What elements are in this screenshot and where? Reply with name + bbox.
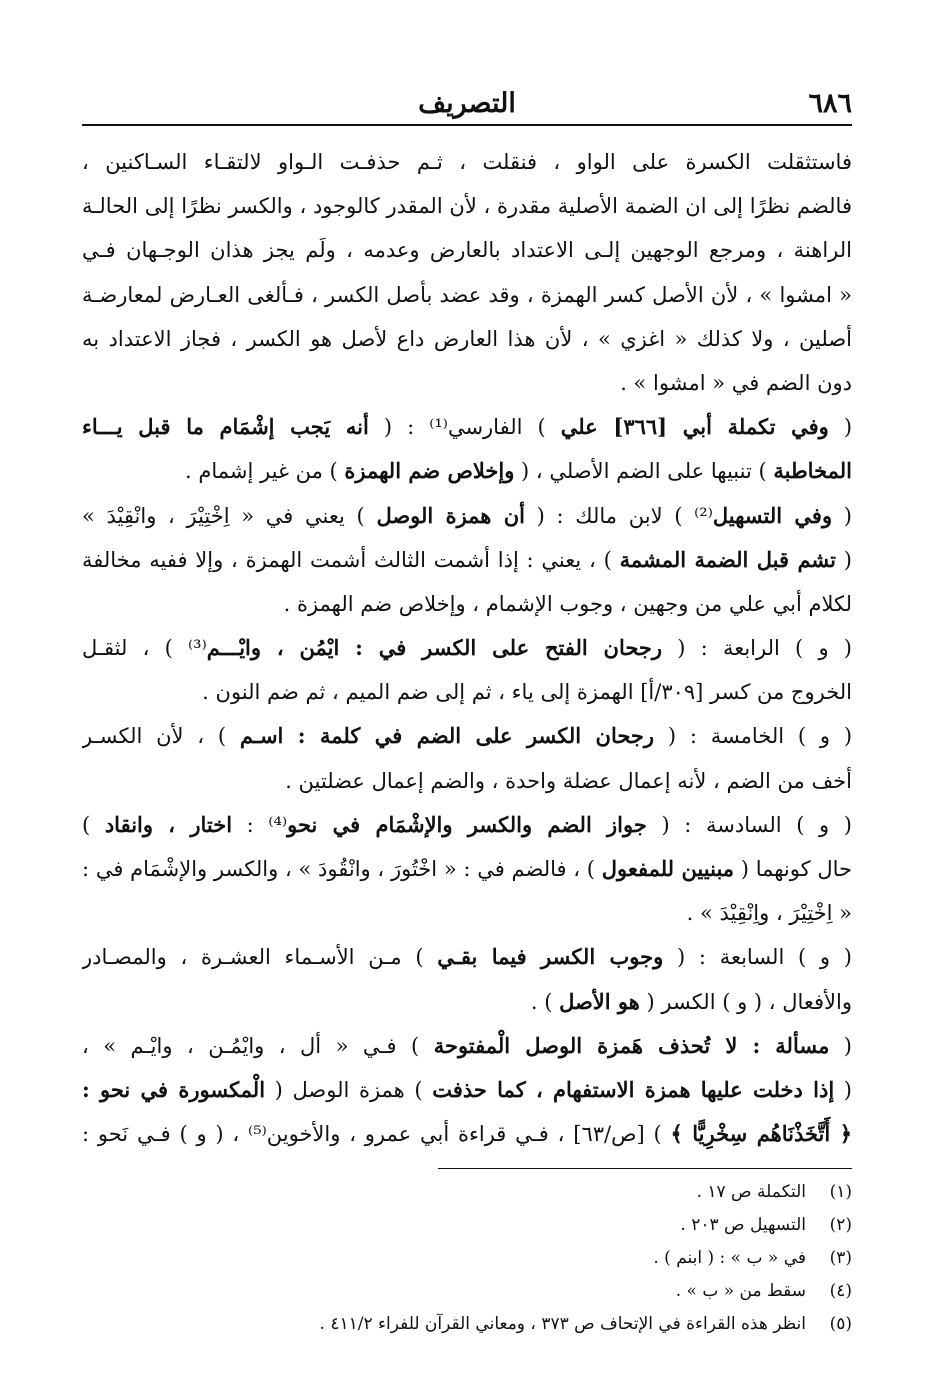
text-line bbox=[82, 891, 852, 935]
text-line bbox=[82, 582, 852, 626]
text-segment: ) مـن الأسـماء العشـرة ، والمصـادر bbox=[82, 945, 438, 970]
text-line bbox=[82, 803, 852, 847]
bold-segment: جواز الضم والكسر والإشْمَام في نحو bbox=[287, 811, 647, 837]
text-segment: ) يعني في « اِخْتِيْرَ ، وانْقِيْدَ » bbox=[82, 503, 377, 528]
footnote-text: في « ب » : ( ابنم ) . bbox=[653, 1248, 806, 1268]
text-line bbox=[82, 273, 852, 317]
footnote-number: (٤) bbox=[829, 1281, 852, 1301]
text-segment: ) من غير إشمام . bbox=[185, 459, 345, 484]
text-line bbox=[82, 670, 852, 714]
text-line bbox=[82, 847, 852, 891]
bold-segment: أن همزة الوصل bbox=[376, 502, 525, 528]
bold-segment: المخاطبة bbox=[773, 458, 852, 484]
text-segment: ) فـي « أل ، وايْمُـن ، وايْـم » ، bbox=[82, 1033, 434, 1058]
text-segment: ⁽²⁾ ) لابن مالك : ( bbox=[524, 503, 713, 528]
text-line bbox=[82, 494, 852, 538]
text-segment: ) ، لأن الكسـر bbox=[82, 724, 240, 749]
text-segment: ( bbox=[836, 547, 852, 572]
header-rule bbox=[82, 124, 852, 126]
footnote-text: التكملة ص ١٧ . bbox=[696, 1182, 806, 1202]
text-segment: ( bbox=[829, 1033, 852, 1058]
text-segment: الراهنة ، ومرجع الوجهين إلـى الاعتداد بالعارض وعدمه ، ولَم يجز هذان الوجـهان فـي bbox=[82, 238, 852, 263]
text-line bbox=[82, 1068, 852, 1112]
text-segment: أصلين ، ولا كذلك « اغزي » ، لأن هذا العارض داع لأصل هو الكسر ، فجاز الاعتداد به bbox=[82, 326, 852, 351]
text-line bbox=[82, 538, 852, 582]
text-line bbox=[82, 935, 852, 979]
text-line bbox=[82, 759, 852, 803]
text-line bbox=[82, 140, 852, 184]
bold-segment: ﴿ أَتَّخَذْنَاهُم سِخْرِيًّا ﴾ bbox=[670, 1121, 852, 1147]
text-segment: ( bbox=[828, 415, 852, 440]
text-segment: ⁽⁴⁾ : bbox=[232, 812, 288, 837]
bold-segment: وجوب الكسر فيما بقـي bbox=[437, 944, 664, 970]
footnote-text: التسهيل ص ٢٠٣ . bbox=[680, 1215, 806, 1235]
text-segment: حال كونهما ( bbox=[734, 857, 852, 881]
footnote-text: سقط من « ب » . bbox=[675, 1281, 806, 1301]
bold-segment: الْمكسورة في نحو : bbox=[82, 1076, 266, 1102]
text-line bbox=[82, 361, 852, 405]
text-line bbox=[82, 626, 852, 670]
bold-segment: رجحان الفتح على الكسر في : ايْمُن ، وايْـــم bbox=[206, 635, 663, 661]
text-segment: « امشوا » ، لأن الأصل كسر الهمزة ، وقد عضد بأصل الكسر ، فـألغى العـارض لمعارضـة bbox=[82, 282, 852, 307]
text-segment: ( و ) السابعة : ( bbox=[663, 945, 852, 970]
footnote bbox=[82, 1242, 852, 1275]
text-segment: ) ، يعني : إذا أشمت الثالث أشمت الهمزة ، وإلا ففيه مخالفة bbox=[82, 547, 620, 572]
footnote-separator bbox=[438, 1168, 852, 1169]
bold-segment: وفي تكملة أبي [٣٦٦] علي bbox=[560, 414, 829, 440]
text-segment: ⁽³⁾ ) ، لثقـل bbox=[82, 636, 207, 661]
text-segment: الخروج من كسر [٣٠٩/أ] الهمزة إلى ياء ، ثم إلى ضم الميم ، ثم ضم النون . bbox=[202, 680, 852, 705]
footnote-text: انظر هذه القراءة في الإتحاف ص ٣٧٣ ، ومعاني القرآن للفراء ٤١١/٢ . bbox=[319, 1314, 806, 1334]
text-line bbox=[82, 405, 852, 449]
text-segment: ) تنبيها على الضم الأصلي ، ( bbox=[514, 459, 774, 484]
text-segment: والأفعال ، ( و ) الكسر ( bbox=[639, 989, 852, 1014]
running-header bbox=[82, 88, 852, 122]
text-segment: ) همزة الوصل ( bbox=[265, 1077, 433, 1102]
text-segment: دون الضم في « امشوا » . bbox=[620, 370, 852, 395]
text-line bbox=[82, 449, 852, 493]
bold-segment: اختار ، وانقاد bbox=[104, 811, 233, 837]
footnote-number: (٥) bbox=[829, 1314, 852, 1334]
footnotes bbox=[82, 1176, 852, 1341]
footnote-number: (٢) bbox=[829, 1215, 852, 1235]
bold-segment: رجحان الكسر على الضم في كلمة : اسـم bbox=[239, 723, 655, 749]
text-segment: أخف من الضم ، لأنه إعمال عضلة واحدة ، والضم إعمال عضلتين . bbox=[285, 768, 852, 793]
bold-segment: تشم قبل الضمة المشمة bbox=[619, 546, 837, 572]
text-segment: ( و ) الخامسة : ( bbox=[654, 724, 852, 749]
text-segment: ( و ) الرابعة : ( bbox=[662, 636, 852, 661]
text-line bbox=[82, 184, 852, 228]
text-line bbox=[82, 1024, 852, 1068]
text-segment: ) ، فالضم في : « اخْتُورَ ، وانْقُودَ » ، والكسر والإشْمَام في : bbox=[82, 857, 602, 881]
bold-segment: أنه يَجب إشْمَام ما قبل يـــاء bbox=[82, 414, 369, 440]
bold-segment: وفي التسهيل bbox=[712, 502, 833, 528]
text-line bbox=[82, 317, 852, 361]
bold-segment: هو الأصل bbox=[559, 988, 640, 1014]
text-segment: ) [ص/٦٣] ، فـي قراءة أبي عمرو ، والأخوين⁽⁵⁾ ، ( و ) فـي نَحو : bbox=[82, 1122, 671, 1147]
bold-segment: مبنيين للمفعول bbox=[601, 856, 735, 881]
text-segment: ) bbox=[82, 812, 105, 837]
text-segment: ( و ) السادسة : ( bbox=[646, 812, 852, 837]
text-line bbox=[82, 714, 852, 758]
text-segment: ( bbox=[832, 503, 852, 528]
footnote-number: (١) bbox=[829, 1182, 852, 1202]
bold-segment: وإخلاص ضم الهمزة bbox=[344, 458, 515, 484]
footnote bbox=[82, 1176, 852, 1209]
bold-segment: مسألة : لا تُحذف هَمزة الوصل الْمفتوحة bbox=[433, 1032, 830, 1058]
text-segment: « اِخْتِيْرَ ، واِنْقِيْدَ » . bbox=[686, 901, 852, 926]
text-segment: فالضم نظرًا إلى ان الضمة الأصلية مقدرة ، لأن المقدر كالوجود ، والكسر نظرًا إلى الحالـة bbox=[82, 194, 852, 219]
bold-segment: إذا دخلت عليها همزة الاستفهام ، كما حذفت bbox=[432, 1076, 835, 1102]
page-number: ٦٨٦ bbox=[808, 88, 852, 119]
text-segment: لكلام أبي علي من وجهين ، وجوب الإشمام ، وإخلاص ضم الهمزة . bbox=[283, 591, 852, 616]
text-segment: ( bbox=[834, 1077, 852, 1102]
main-text bbox=[82, 140, 852, 1156]
footnote bbox=[82, 1308, 852, 1341]
text-segment: ) الفارسي⁽¹⁾ : ( bbox=[368, 415, 561, 440]
text-segment: فاستثقلت الكسرة على الواو ، فنقلت ، ثـم حذفـت الـواو لالتقـاء السـاكنين ، bbox=[82, 150, 852, 174]
footnote-number: (٣) bbox=[829, 1248, 852, 1268]
running-title: التصريف bbox=[418, 88, 516, 119]
footnote bbox=[82, 1209, 852, 1242]
text-line bbox=[82, 1112, 852, 1156]
text-line bbox=[82, 980, 852, 1024]
text-segment: ) . bbox=[530, 989, 560, 1014]
text-line bbox=[82, 228, 852, 272]
footnote bbox=[82, 1275, 852, 1308]
